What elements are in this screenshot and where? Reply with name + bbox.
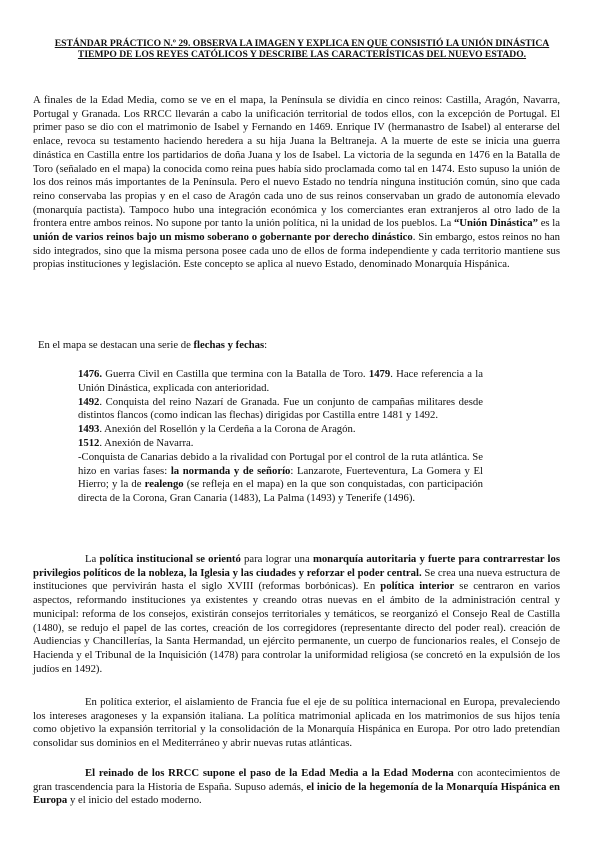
policy-bold-2: monarquía autoritaria y fuerte para contrarrestar los privilegios políticos de la nobleza, la Iglesia y las ciudades y reforzar el poder central. — [33, 553, 561, 579]
conclusion-paragraph — [33, 767, 560, 808]
conclusion-bold-1: El reinado de los RRCC supone el paso de la Edad Media a la Edad Moderna — [85, 767, 454, 779]
intro-text-3: . Sin embargo, estos reinos no han sido integrados, sino que la misma persona posee cada uno de ellos de forma independiente y cada territorio mantiene sus propias instituciones y legislación. Este concepto se aplica al nuevo Estado, denominado Monarquía Hispánica. — [33, 231, 560, 271]
conclusion-text-1: con acontecimientos de gran trascendencia para la Historia de España. Supuso además, — [33, 767, 560, 793]
event-year: 1512 — [78, 436, 100, 449]
foreign-policy-paragraph: En política exterior, el aislamiento de Francia fue el eje de su política internacional en Europa, prevaleciendo los intereses aragoneses y la expansión italiana. La política matrimonial aplicada en los matrimonios de sus hijos tenía como objetivo la expansión territorial y la consolidación de la Monarquía Hispánica en Europa. Por otro lado pretendían consolidar sus dominios en el Mediterráneo y abrir nuevas rutas atlánticas. — [33, 696, 560, 750]
map-intro-text-2: : — [264, 339, 268, 351]
event-bold: realengo — [144, 478, 184, 491]
event-text: Guerra Civil en Castilla que termina con la Batalla de Toro. — [102, 368, 369, 380]
list-item — [78, 451, 483, 506]
event-text: (se refleja en el mapa) en la que son conquistadas, con participación directa de la Corona, Gran Canaria (1483), La Palma (1493) y Tenerife (1496). — [78, 478, 483, 505]
policy-text-3: Se crea una nueva estructura de instituciones que pervivirán hasta el siglo XVIII (reformas borbónicas). En — [33, 566, 560, 593]
list-item — [78, 423, 483, 437]
conclusion-text-2: y el inicio del estado moderno. — [67, 794, 202, 807]
intro-bold-definition: unión de varios reinos bajo un mismo soberano o gobernante por derecho dinástico — [33, 231, 413, 244]
list-item — [78, 368, 483, 396]
policy-text-1: La — [85, 553, 100, 565]
event-year: 1493 — [78, 423, 100, 436]
event-text: . Anexión de Navarra. — [99, 436, 194, 449]
intro-text-2: es la — [538, 217, 560, 230]
conclusion-bold-2: el inicio de la hegemonía de la Monarquía Hispánica en Europa — [33, 780, 560, 807]
event-text: . Hace referencia a la Unión Dinástica, explicada con anterioridad. — [78, 368, 483, 394]
policy-text-4: se centraron en varios aspectos, reformando instituciones ya existentes y creando otras nuevas en el ámbito de la administración central y municipal: reforma de los consejos, existirán consejos territoriales y temáticos, se reorganizó el Consejo Real de Castilla (1480), se redujo el papel de las cortes, creación de los corregidores (representante directo del poder real). creación de Audiencias y Chancillerías, la Santa Hermandad, un ejército permanente, un cuerpo de funcionarios reales, el Consejo de Hacienda y el Tribunal de la Inquisición (1478) para controlar la uniformidad religiosa (se concretó en la expulsión de los judíos en 1492). — [33, 580, 560, 675]
map-intro-bold: flechas y fechas — [193, 339, 265, 351]
policy-paragraph — [33, 553, 560, 676]
event-text: . Anexión del Rosellón y la Cerdeña a la Corona de Aragón. — [99, 423, 356, 436]
event-year: 1476. — [78, 368, 103, 380]
map-intro-paragraph — [38, 339, 558, 353]
event-year: 1479 — [368, 368, 391, 380]
map-intro-text-1: En el mapa se destacan una serie de — [38, 339, 194, 351]
list-item — [78, 437, 483, 451]
events-list — [78, 368, 483, 506]
event-year: 1492 — [78, 395, 100, 408]
policy-text-2: para lograr una — [240, 553, 313, 565]
intro-bold-union: “Unión Dinástica” — [453, 217, 538, 230]
event-text: . Conquista del reino Nazarí de Granada. Fue un conjunto de campañas militares desde distintos flancos (como indican las flechas) dirigidas por Castilla entre 1481 y 1492. — [78, 395, 483, 422]
event-text: -Conquista de Canarias debido a la rivalidad con Portugal por el control de la ruta atlántica. Se hizo en varias fases: — [78, 450, 483, 477]
policy-bold-1: política institucional se orientó — [99, 553, 241, 565]
event-text: : Lanzarote, Fuerteventura, La Gomera y El Hierro; y la de — [78, 464, 484, 491]
intro-text-1: A finales de la Edad Media, como se ve en el mapa, la Península se dividía en cinco reinos: Castilla, Aragón, Navarra, Portugal y Granada. Los RRCC llevarán a cabo la unificación territorial de todos ellos, con la excepción de Portugal. El primer paso se dio con el matrimonio de Isabel y Fernando en 1469. Enrique IV (hermanastro de Isabel) al enterarse del enlace, revoca su testamento haciendo heredera a su hija Juana la Beltraneja. A la muerte de este se inicia una guerra dinástica en Castilla entre los partidarios de doña Juana y los de Isabel. La victoria de la segunda en 1476 en la Batalla de Toro (señalado en el mapa) la conocida como reina pues había sido proclamada como tal en 1474. Esto supuso la unión de los dos reinos más importantes de la Península. Pero el nuevo Estado no tendría ninguna institución común, sino que cada reino conservaba las propias y en el caso de Aragón cada uno de sus reinos conservaban un grado de autonomía elevado (monarquía pactista). Tampoco hubo una integración económica y los comerciantes eran extranjeros al otro lado de la frontera entre ambos reinos. No supone por tanto la unión política, ni la unidad de los pueblos. La — [33, 94, 560, 230]
event-bold: la normanda y de señorío — [170, 464, 291, 477]
policy-bold-3: política interior — [380, 580, 455, 593]
list-item — [78, 396, 483, 424]
page-title: ESTÁNDAR PRÁCTICO N.º 29. OBSERVA LA IMAGEN Y EXPLICA EN QUE CONSISTIÓ LA UNIÓN DINÁSTICA TIEMPO DE LOS REYES CATÓLICOS Y DESCRIBE LAS CARACTERÍSTICAS DEL NUEVO ESTADO. — [54, 38, 550, 61]
intro-paragraph — [33, 94, 560, 272]
